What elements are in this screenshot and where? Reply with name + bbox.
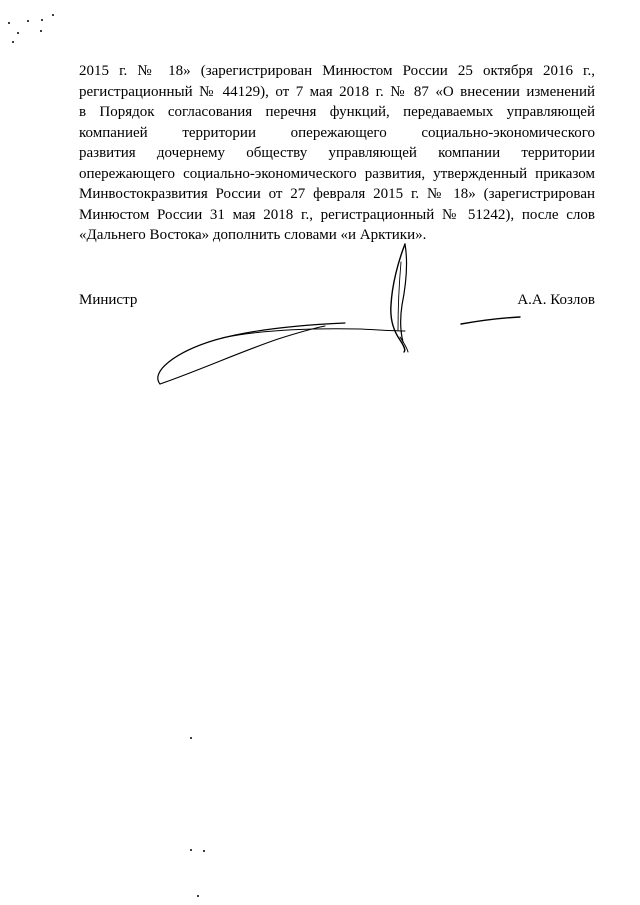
scan-speck xyxy=(17,32,19,34)
scan-speck xyxy=(12,41,14,43)
body-line: компанией территории опережающего социально-экономического xyxy=(79,124,595,141)
signatory-title: Министр xyxy=(79,292,138,308)
scan-speck xyxy=(190,849,192,851)
body-line: опережающего социально-экономического развития, утвержденный приказом xyxy=(79,165,595,182)
body-line: Минвостокразвития России от 27 февраля 2015 г. № 18» (зарегистрирован xyxy=(79,186,595,202)
scan-speck xyxy=(27,20,29,22)
scan-speck xyxy=(40,30,42,32)
scan-speck xyxy=(203,850,205,852)
body-line: развития дочернему обществу управляющей компании территории xyxy=(79,145,595,161)
signature-block xyxy=(79,289,595,311)
body-line: в Порядок согласования перечня функций, передаваемых управляющей xyxy=(79,104,595,120)
scan-speck xyxy=(41,19,43,21)
scan-speck xyxy=(52,14,54,16)
body-line: «Дальнего Востока» дополнить словами «и Арктики». xyxy=(79,227,427,243)
scan-speck xyxy=(190,737,192,739)
body-line: регистрационный № 44129), от 7 мая 2018 г. № 87 «О внесении изменений xyxy=(79,83,595,100)
body-line: Минюстом России 31 мая 2018 г., регистрационный № 51242), после слов xyxy=(79,206,595,223)
signatory-name: А.А. Козлов xyxy=(517,292,595,308)
scan-speck xyxy=(8,22,10,24)
body-line: 2015 г. № 18» (зарегистрирован Минюстом России 25 октября 2016 г., xyxy=(79,63,595,79)
body-paragraph xyxy=(79,61,595,246)
scan-speck xyxy=(197,895,199,897)
